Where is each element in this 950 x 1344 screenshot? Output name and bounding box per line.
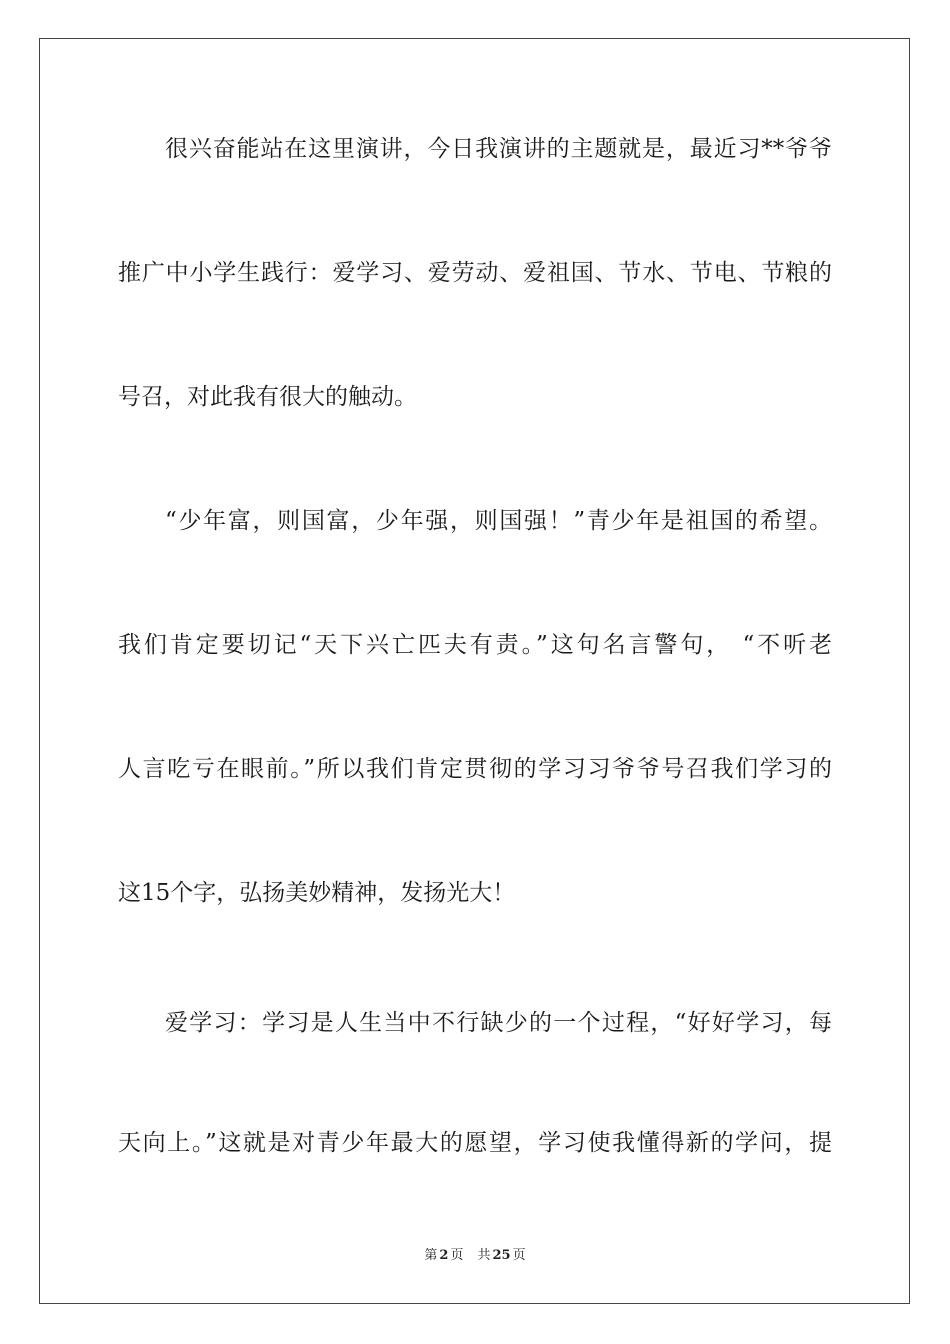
- footer-page-prefix: 第: [424, 1248, 438, 1263]
- paragraph-1-line-3: 号召，对此我有很大的触动。: [118, 384, 417, 410]
- footer-total-pages: 25: [492, 1248, 511, 1263]
- paragraph-2-line-3: 人言吃亏在眼前。”所以我们肯定贯彻的学习习爷爷号召我们学习的: [118, 756, 832, 782]
- paragraph-2-line-2: 我们肯定要切记“天下兴亡匹夫有责。”这句名言警句， “不听老: [118, 632, 832, 658]
- footer-page-suffix: 页: [450, 1248, 464, 1263]
- paragraph-1-line-1: 很兴奋能站在这里演讲，今日我演讲的主题就是，最近习**爷爷: [165, 136, 832, 162]
- paragraph-3-line-1: 爱学习：学习是人生当中不行缺少的一个过程，“好好学习，每: [165, 1010, 832, 1036]
- footer-total-prefix: 共: [477, 1248, 491, 1263]
- footer-total-suffix: 页: [512, 1248, 526, 1263]
- page-footer: [0, 1247, 950, 1265]
- footer-page-number: 2: [439, 1248, 449, 1263]
- paragraph-3-line-2: 天向上。”这就是对青少年最大的愿望，学习使我懂得新的学问，提: [118, 1130, 832, 1156]
- page-border: [39, 38, 910, 1304]
- paragraph-2-line-4: 这15个字，弘扬美妙精神，发扬光大！: [118, 880, 516, 906]
- paragraph-1-line-2: 推广中小学生践行：爱学习、爱劳动、爱祖国、节水、节电、节粮的: [118, 260, 832, 286]
- paragraph-2-line-1: “少年富，则国富，少年强，则国强！”青少年是祖国的希望。: [165, 508, 832, 534]
